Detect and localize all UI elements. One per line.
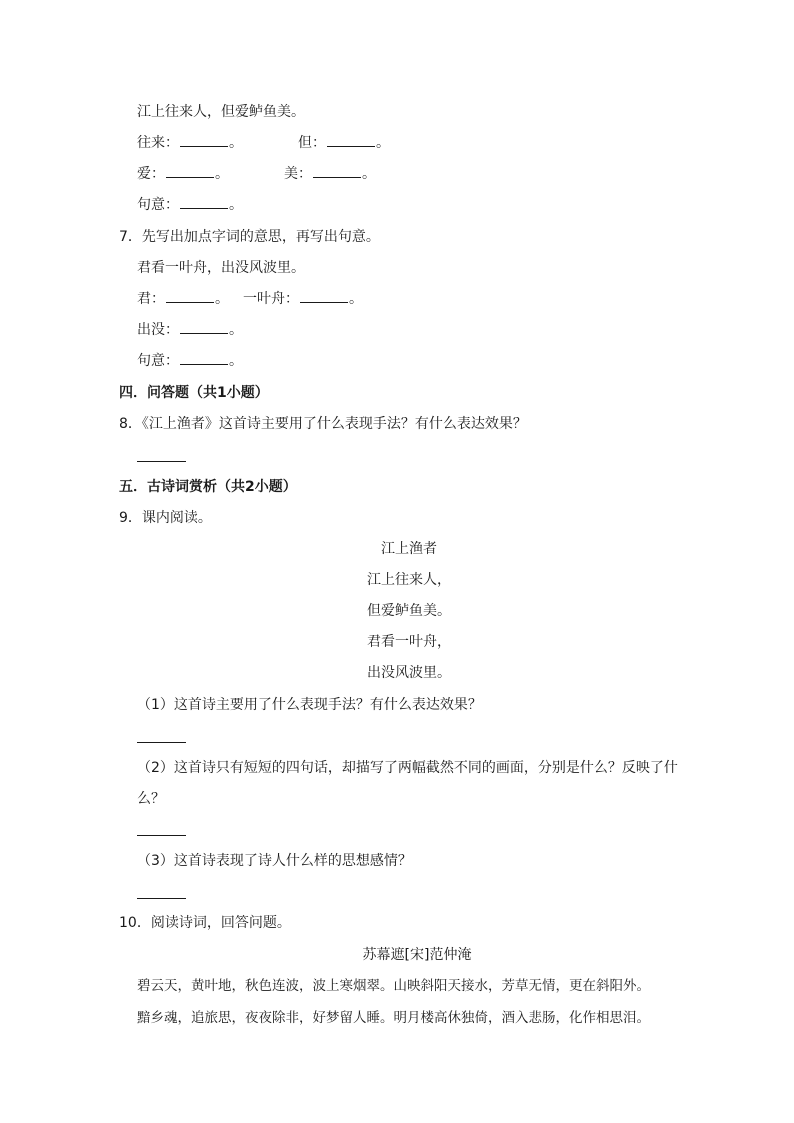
q7-chumo-item	[137, 321, 243, 339]
q9-stem: 9．课内阅读。	[119, 510, 212, 526]
q9-2-stem-line-2: 么？	[137, 791, 165, 807]
q6-ai-end: 。	[215, 166, 229, 182]
q6-wanglai-label: 往来：	[137, 135, 179, 151]
q6-dan-end: 。	[376, 135, 390, 151]
q9-poem-line-3: 君看一叶舟，	[367, 634, 451, 650]
q9-1-answer-line[interactable]	[137, 742, 186, 743]
q7-yiyezhou-blank[interactable]	[300, 290, 348, 303]
q6-juyi-end: 。	[229, 197, 243, 213]
q7-jun-label: 君：	[137, 291, 165, 307]
q6-mei-end: 。	[362, 166, 376, 182]
q7-jun-blank[interactable]	[166, 290, 214, 303]
q7-jun-end: 。	[215, 291, 229, 307]
q9-3-stem: （3）这首诗表现了诗人什么样的思想感情？	[137, 853, 412, 869]
q10-poem-line-2: 黯乡魂，追旅思，夜夜除非，好梦留人睡。明月楼高休独倚，酒入悲肠，化作相思泪。	[137, 1010, 650, 1026]
q6-ai-label: 爱：	[137, 166, 165, 182]
q9-2-stem-line-1: （2）这首诗只有短短的四句话，却描写了两幅截然不同的画面，分别是什么？反映了什	[137, 760, 678, 776]
q7-stem: 7．先写出加点字词的意思，再写出句意。	[119, 229, 380, 245]
q7-chumo-end: 。	[229, 322, 243, 338]
q7-juyi-item	[137, 352, 243, 370]
q6-wanglai-blank[interactable]	[180, 134, 228, 147]
q9-1-stem: （1）这首诗主要用了什么表现手法？有什么表达效果？	[137, 697, 482, 713]
q6-wanglai-item	[137, 134, 243, 152]
q6-ai-blank[interactable]	[166, 165, 214, 178]
q9-poem-line-4: 出没风波里。	[367, 665, 451, 681]
q6-poem-line: 江上往来人，但爱鲈鱼美。	[137, 104, 305, 120]
q7-juyi-blank[interactable]	[180, 352, 228, 365]
q6-dan-blank[interactable]	[327, 134, 375, 147]
q6-juyi-item	[137, 196, 243, 214]
section-4-heading: 四．问答题（共1小题）	[119, 385, 269, 401]
q10-poem-line-1: 碧云天，黄叶地，秋色连波，波上寒烟翠。山映斜阳天接水，芳草无情，更在斜阳外。	[137, 978, 650, 994]
q7-chumo-blank[interactable]	[180, 321, 228, 334]
q7-jun-item	[137, 290, 229, 308]
section-5-heading: 五．古诗词赏析（共2小题）	[119, 479, 297, 495]
q8-answer-line[interactable]	[137, 461, 186, 462]
q7-yiyezhou-label: 一叶舟：	[243, 291, 299, 307]
q6-mei-item	[284, 165, 376, 183]
q10-poem-title: 苏幕遮[宋]范仲淹	[362, 947, 472, 963]
q10-stem: 10．阅读诗词，回答问题。	[119, 915, 291, 931]
q7-yiyezhou-item	[243, 290, 363, 308]
q7-yiyezhou-end: 。	[349, 291, 363, 307]
q6-wanglai-end: 。	[229, 135, 243, 151]
q6-mei-blank[interactable]	[313, 165, 361, 178]
q6-dan-label: 但：	[298, 135, 326, 151]
q7-poem-line: 君看一叶舟，出没风波里。	[137, 260, 305, 276]
q7-juyi-label: 句意：	[137, 353, 179, 369]
q9-2-answer-line[interactable]	[137, 835, 186, 836]
q9-3-answer-line[interactable]	[137, 898, 186, 899]
q9-poem-line-1: 江上往来人，	[367, 572, 451, 588]
q9-poem-title: 江上渔者	[381, 541, 437, 557]
q6-ai-item	[137, 165, 229, 183]
q6-juyi-label: 句意：	[137, 197, 179, 213]
q7-juyi-end: 。	[229, 353, 243, 369]
q6-mei-label: 美：	[284, 166, 312, 182]
q6-dan-item	[298, 134, 390, 152]
q7-chumo-label: 出没：	[137, 322, 179, 338]
q6-juyi-blank[interactable]	[180, 196, 228, 209]
q8-stem: 8．《江上渔者》这首诗主要用了什么表现手法？有什么表达效果？	[119, 416, 527, 432]
q9-poem-line-2: 但爱鲈鱼美。	[367, 603, 451, 619]
